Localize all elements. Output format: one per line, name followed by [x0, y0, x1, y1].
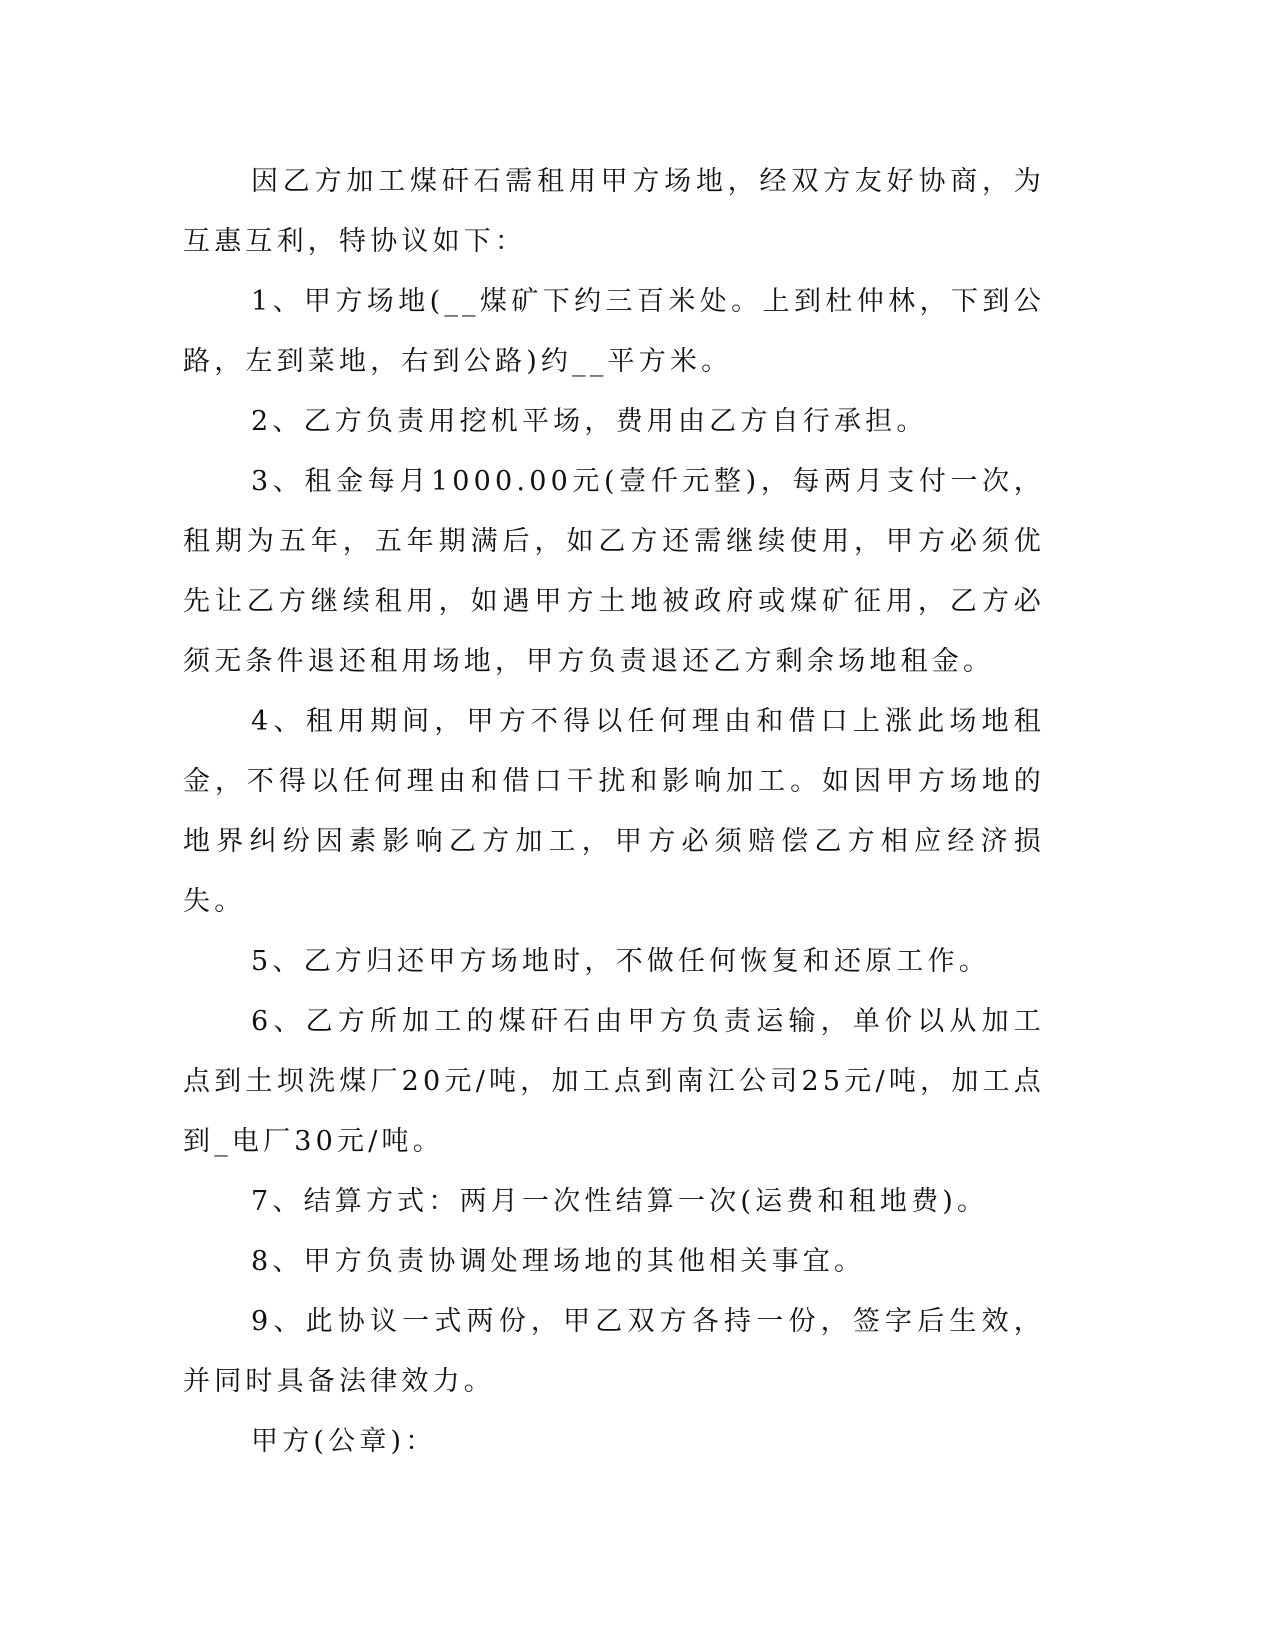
paragraph-clause-1: 1、甲方场地(__煤矿下约三百米处。上到杜仲林，下到公路，左到菜地，右到公路)约__平方米。: [183, 286, 1045, 377]
paragraph-clause-4: 4、租用期间，甲方不得以任何理由和借口上涨此场地租金，不得以任何理由和借口干扰和影响加工。如因甲方场地的地界纠纷因素影响乙方加工，甲方必须赔偿乙方相应经济损失。: [183, 706, 1045, 917]
paragraph-intro: 因乙方加工煤矸石需租用甲方场地，经双方友好协商，为互惠互利，特协议如下：: [183, 166, 1045, 257]
paragraph-clause-6: 6、乙方所加工的煤矸石由甲方负责运输，单价以从加工点到土坝洗煤厂20元/吨，加工点到南江公司25元/吨，加工点到_电厂30元/吨。: [183, 1006, 1045, 1157]
paragraph-clause-8: 8、甲方负责协调处理场地的其他相关事宜。: [251, 1246, 866, 1277]
paragraph-clause-3: 3、租金每月1000.00元(壹仟元整)，每两月支付一次，租期为五年，五年期满后，如乙方还需继续使用，甲方必须优先让乙方继续租用，如遇甲方土地被政府或煤矿征用，乙方必须无条件退还租用场地，甲方负责退还乙方剩余场地租金。: [183, 466, 1045, 677]
party-a-seal-line: 甲方(公章)：: [251, 1426, 437, 1457]
paragraph-clause-2: 2、乙方负责用挖机平场，费用由乙方自行承担。: [251, 406, 928, 437]
paragraph-clause-7: 7、结算方式：两月一次性结算一次(运费和租地费)。: [251, 1186, 989, 1217]
paragraph-clause-9: 9、此协议一式两份，甲乙双方各持一份，签字后生效，并同时具备法律效力。: [183, 1306, 1045, 1397]
agreement-body: [183, 152, 1045, 1472]
paragraph-clause-5: 5、乙方归还甲方场地时，不做任何恢复和还原工作。: [251, 946, 990, 977]
